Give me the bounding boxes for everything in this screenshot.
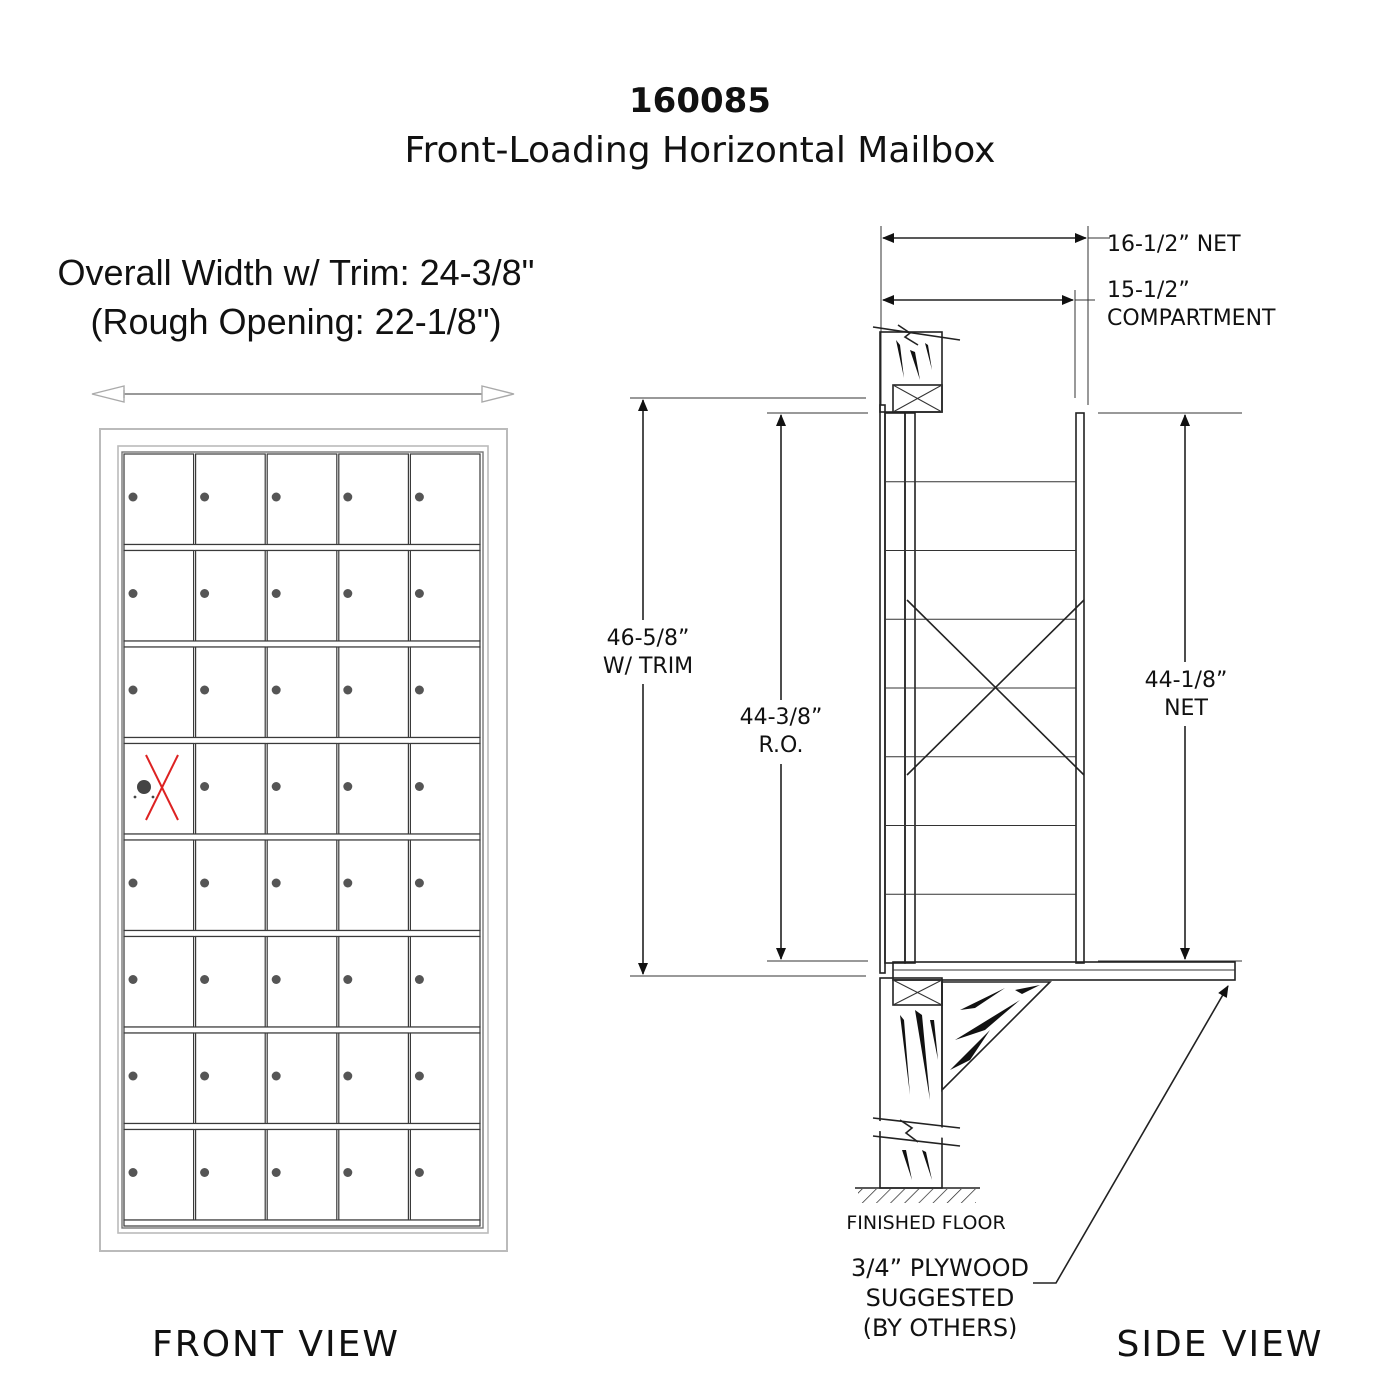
lower-wall-framing [870,978,965,1188]
rough-opening-height-label: R.O. [758,733,804,758]
shelf-rail [124,1124,480,1130]
shelf-rail [124,1220,480,1226]
door-lock-icon [415,975,424,984]
shelf-support-bracket [942,982,1050,1090]
door-lock-icon [415,1072,424,1081]
side-view-label: SIDE VIEW [1116,1324,1324,1365]
door-lock-icon [272,782,281,791]
width-dimension-arrow [92,386,514,402]
door-lock-icon [343,782,352,791]
door-lock-icon [129,589,138,598]
plywood-note-line2: SUGGESTED [865,1284,1015,1312]
door-lock-icon [272,686,281,695]
door-lock-icon [272,1168,281,1177]
door-lock-icon [343,686,352,695]
rough-opening-label: (Rough Opening: 22-1/8") [90,301,502,342]
door-lock-icon [129,1168,138,1177]
door-lock-icon [415,1168,424,1177]
shelf-rail [124,931,480,937]
door-lock-icon [343,1168,352,1177]
plywood-leader [1033,986,1228,1283]
door-lock-icon [272,1072,281,1081]
door-lock-icon [415,493,424,502]
shelf-rail [124,545,480,551]
door-lock-icon [200,686,209,695]
door-lock-icon [129,975,138,984]
door-lock-icon [272,975,281,984]
door-lock-icon [129,1072,138,1081]
compartment-door-grid [124,454,480,1226]
door-lock-icon [415,589,424,598]
door-lock-icon [200,1168,209,1177]
finished-floor-label: FINISHED FLOOR [846,1212,1006,1234]
plywood-shelf [893,962,1235,980]
master-lock-icon [137,780,151,794]
depth-dimensions [881,226,1110,405]
plywood-note-line3: (BY OTHERS) [862,1314,1018,1342]
door-lock-icon [200,879,209,888]
compartment-depth-value: 15-1/2” [1107,278,1190,303]
shelf-rail [124,738,480,744]
net-depth-label: 16-1/2” NET [1107,232,1241,257]
front-view-label: FRONT VIEW [151,1324,401,1365]
door-lock-icon [415,686,424,695]
door-lock-icon [200,782,209,791]
compartment-depth-label: COMPARTMENT [1107,306,1276,331]
compartment-door [124,744,194,835]
door-lock-icon [272,589,281,598]
shelf-rail [124,1027,480,1033]
door-lock-icon [200,493,209,502]
door-lock-icon [129,879,138,888]
door-lock-icon [343,1072,352,1081]
door-lock-icon [415,782,424,791]
front-view [58,252,535,1365]
net-height-value: 44-1/8” [1144,668,1228,693]
trim-height-value: 46-5/8” [606,626,690,651]
door-lock-icon [200,975,209,984]
door-lock-icon [200,589,209,598]
overall-width-label: Overall Width w/ Trim: 24-3/8" [57,252,535,293]
door-lock-icon [129,493,138,502]
door-lock-icon [272,879,281,888]
drawing-subtitle: Front-Loading Horizontal Mailbox [404,130,996,171]
plywood-note-line1: 3/4” PLYWOOD [851,1254,1029,1282]
shelf-rail [124,834,480,840]
door-lock-icon [343,975,352,984]
door-lock-icon [343,589,352,598]
trim-height-label: W/ TRIM [602,654,694,679]
door-lock-icon [272,493,281,502]
door-lock-icon [129,686,138,695]
door-lock-icon [343,493,352,502]
rough-opening-height-value: 44-3/8” [739,705,823,730]
door-lock-icon [200,1072,209,1081]
shelf-rail [124,641,480,647]
door-lock-icon [415,879,424,888]
side-view [600,226,1323,1365]
upper-wall-framing [873,325,960,412]
mailbox-side-body [880,405,1084,973]
finished-floor [855,1188,980,1203]
drawing-title: 160085 [629,81,771,121]
net-height-label: NET [1164,696,1208,721]
door-lock-icon [343,879,352,888]
